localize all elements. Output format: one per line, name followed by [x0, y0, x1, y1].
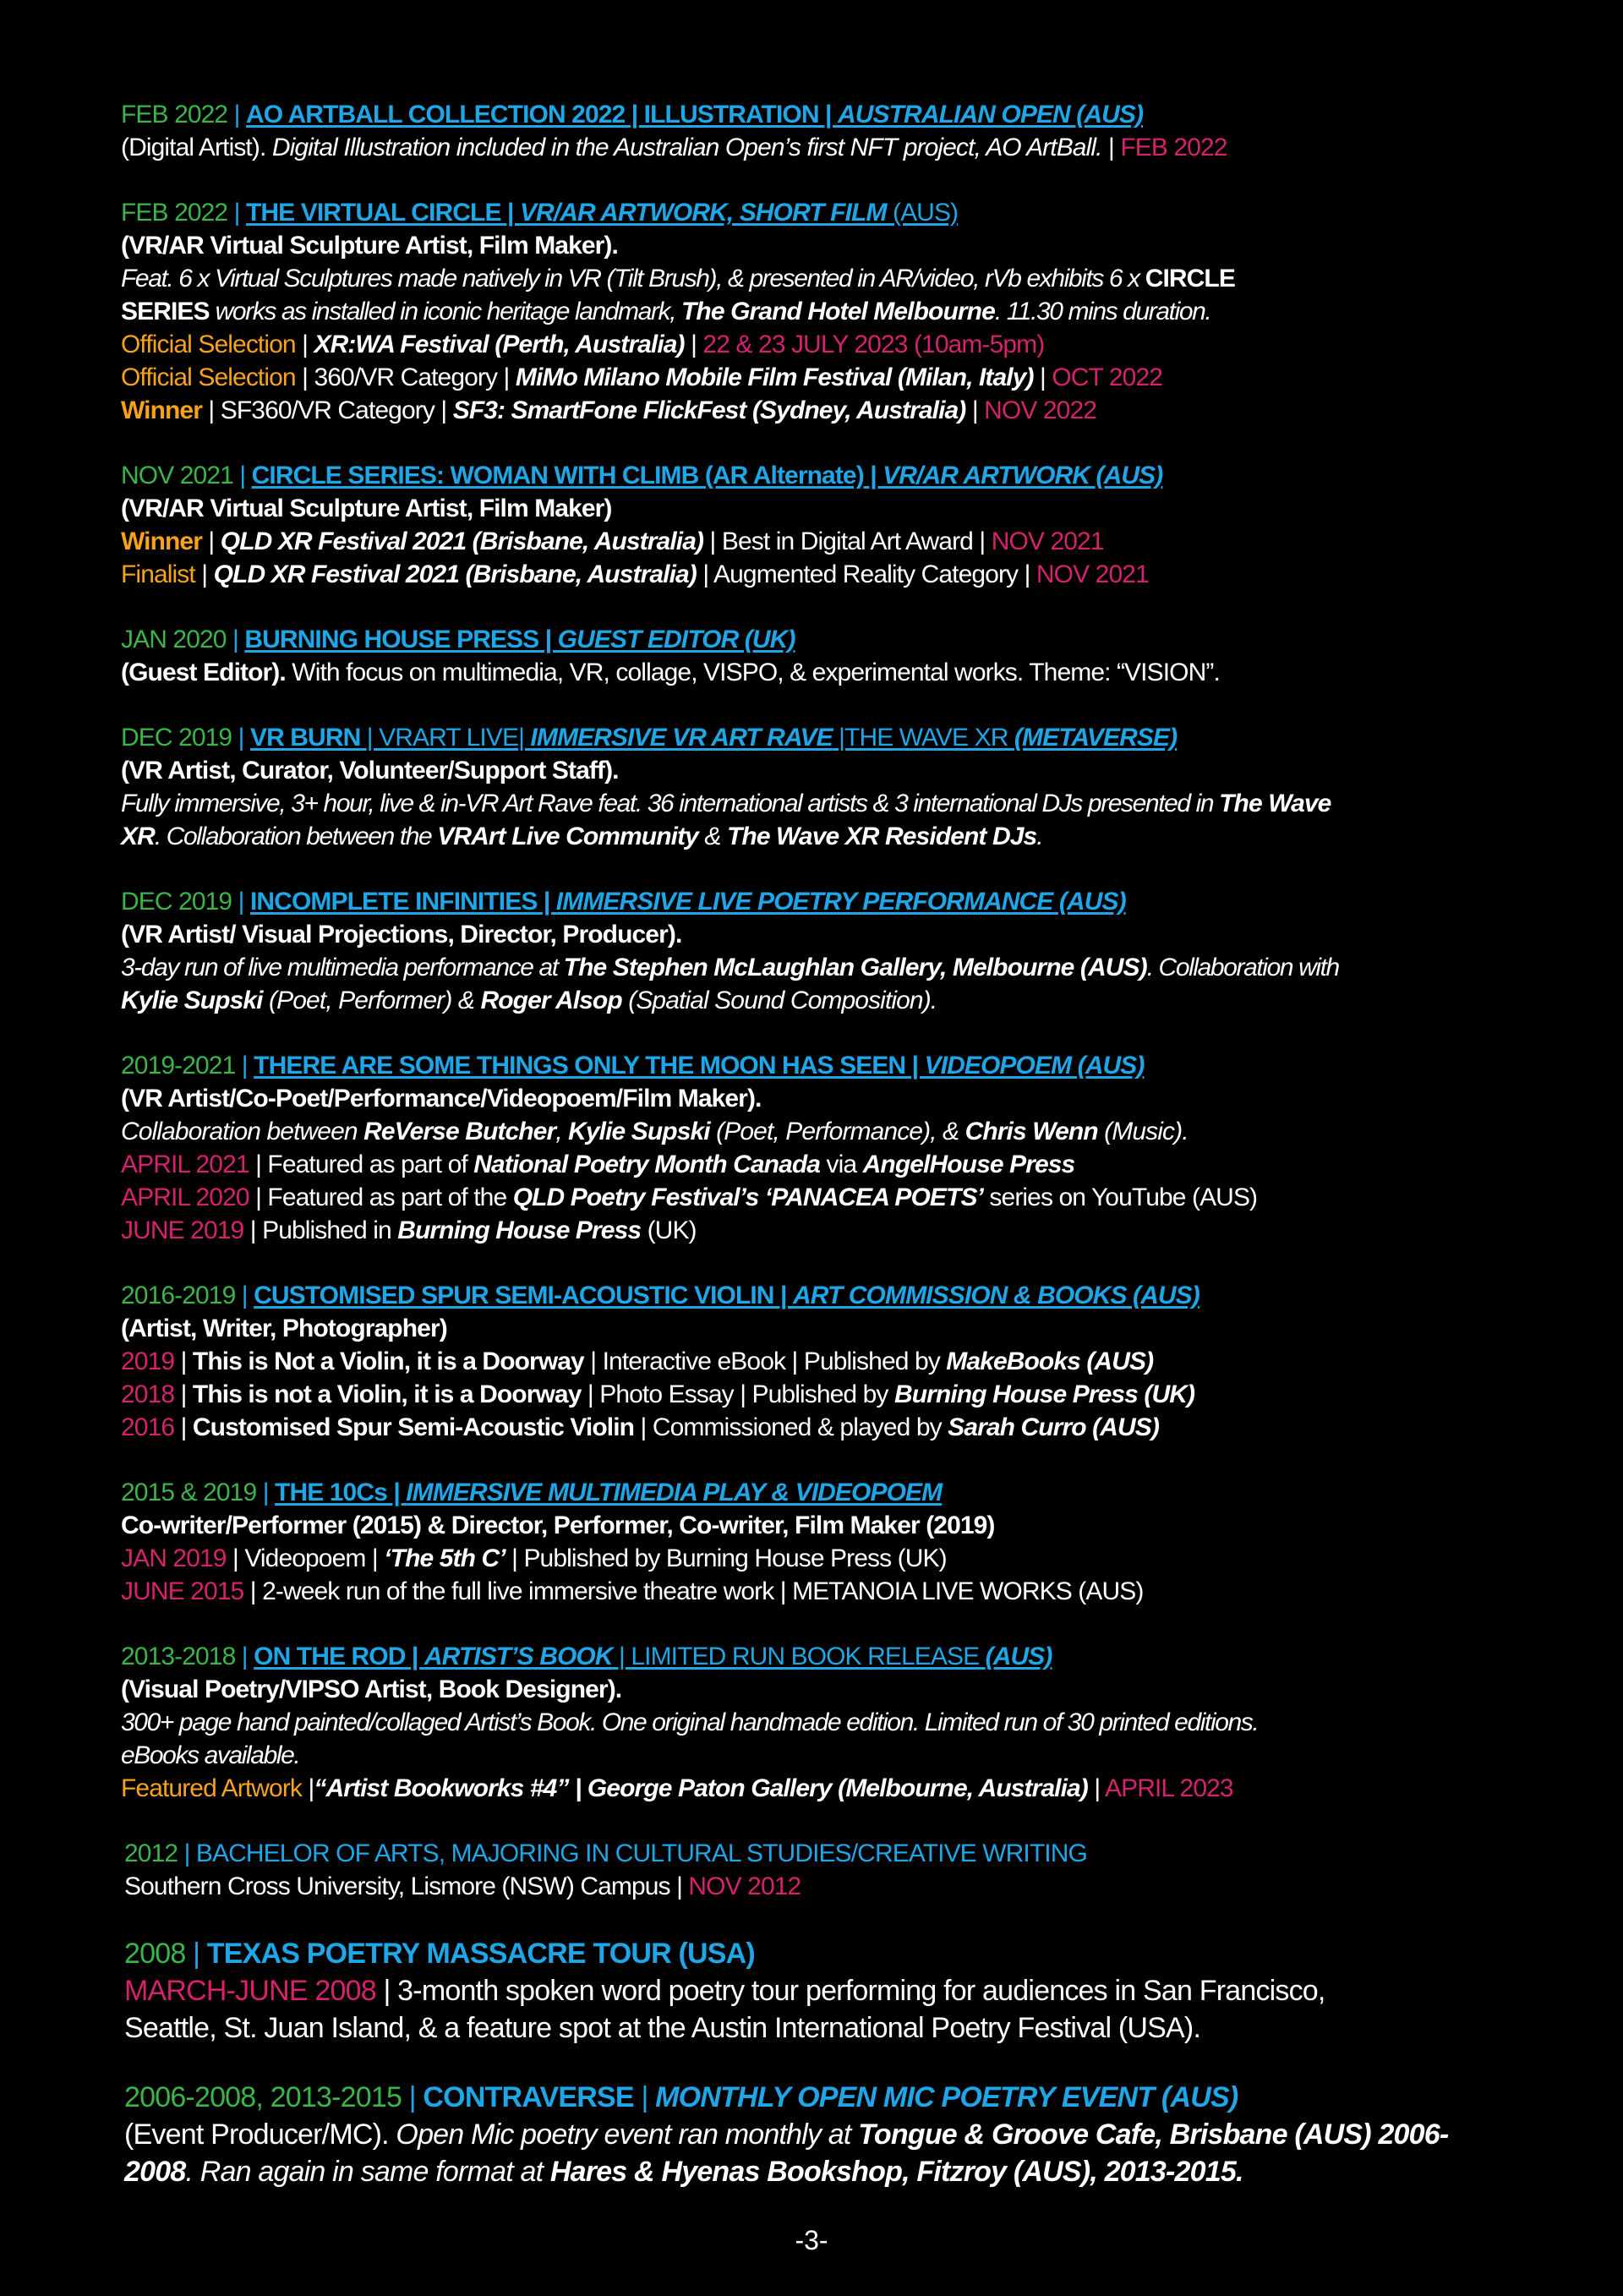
- entry-title-link[interactable]: THERE ARE SOME THINGS ONLY THE MOON HAS SEEN | VIDEOPOEM (AUS): [254, 1052, 1145, 1080]
- entry-title-link[interactable]: THE 10Cs | IMMERSIVE MULTIMEDIA PLAY & VIDEOPOEM: [275, 1479, 943, 1506]
- entry-heading: DEC 2019 | INCOMPLETE INFINITIES | IMMERSIVE LIVE POETRY PERFORMANCE (AUS): [121, 888, 1126, 916]
- entry-role: (VR Artist/ Visual Projections, Director, Producer).: [121, 921, 682, 948]
- entry-description: (Guest Editor). With focus on multimedia, VR, collage, VISPO, & experimental works. Theme: “VISION”.: [121, 659, 1220, 686]
- entry-heading: 2016-2019 | CUSTOMISED SPUR SEMI-ACOUSTIC VIOLIN | ART COMMISSION & BOOKS (AUS): [121, 1282, 1199, 1309]
- entry-contraverse: [124, 2079, 1558, 2190]
- entry-description: Collaboration between ReVerse Butcher, Kylie Supski (Poet, Performance), & Chris Wenn (Music).: [121, 1118, 1189, 1145]
- feature-line: APRIL 2020 | Featured as part of the QLD Poetry Festival’s ‘PANACEA POETS’ series on YouTube (AUS): [121, 1184, 1258, 1211]
- entry-description: MARCH-JUNE 2008 | 3-month spoken word poetry tour performing for audiences in San Francisco,: [124, 1975, 1325, 2007]
- entry-moon-videopoem: [121, 1049, 1558, 1247]
- entry-heading: 2012 | BACHELOR OF ARTS, MAJORING IN CULTURAL STUDIES/CREATIVE WRITING: [124, 1840, 1087, 1867]
- feature-line: JUNE 2015 | 2-week run of the full live immersive theatre work | METANOIA LIVE WORKS (AUS): [121, 1577, 1144, 1605]
- entry-title: TEXAS POETRY MASSACRE TOUR (USA): [206, 1938, 755, 1970]
- entry-date: DEC 2019: [121, 888, 232, 916]
- entry-description: Kylie Supski (Poet, Performer) & Roger Alsop (Spatial Sound Composition).: [121, 987, 937, 1014]
- entry-date: NOV 2021: [121, 462, 233, 489]
- entry-title-link[interactable]: THE VIRTUAL CIRCLE | VR/AR ARTWORK, SHORT FILM (AUS): [245, 199, 959, 227]
- entry-heading: 2006-2008, 2013-2015 | CONTRAVERSE | MONTHLY OPEN MIC POETRY EVENT (AUS): [124, 2081, 1238, 2113]
- entry-title-link[interactable]: CUSTOMISED SPUR SEMI-ACOUSTIC VIOLIN | ART COMMISSION & BOOKS (AUS): [254, 1282, 1199, 1309]
- entry-heading: 2013-2018 | ON THE ROD | ARTIST’S BOOK | LIMITED RUN BOOK RELEASE (AUS): [121, 1643, 1052, 1670]
- feature-line: 2016 | Customised Spur Semi-Acoustic Violin | Commissioned & played by Sarah Curro (AUS): [121, 1413, 1159, 1441]
- feature-line: 2019 | This is Not a Violin, it is a Doorway | Interactive eBook | Published by MakeBooks (AUS): [121, 1348, 1154, 1375]
- entry-date: 2019-2021: [121, 1052, 236, 1080]
- entry-description: 3-day run of live multimedia performance at The Stephen McLaughlan Gallery, Melbourne (AUS). Collaboration with: [121, 954, 1339, 981]
- entry-role: (Artist, Writer, Photographer): [121, 1315, 447, 1342]
- entry-title-link[interactable]: ON THE ROD | ARTIST’S BOOK | LIMITED RUN BOOK RELEASE (AUS): [254, 1643, 1052, 1670]
- entry-description: 300+ page hand painted/collaged Artist’s Book. One original handmade edition. Limited run of 30 printed editions.: [121, 1708, 1259, 1736]
- entry-violin: [121, 1279, 1558, 1444]
- entry-description: (Event Producer/MC). Open Mic poetry event ran monthly at Tongue & Groove Cafe, Brisbane (AUS) 2006-: [124, 2118, 1449, 2151]
- entry-vr-burn: [121, 721, 1558, 853]
- award-line: Official Selection | XR:WA Festival (Perth, Australia) | 22 & 23 JULY 2023 (10am-5pm): [121, 331, 1045, 358]
- entry-bachelor-of-arts: [124, 1837, 1558, 1903]
- entry-ao-artball: [121, 98, 1558, 164]
- entry-title-link[interactable]: INCOMPLETE INFINITIES | IMMERSIVE LIVE POETRY PERFORMANCE (AUS): [249, 888, 1126, 916]
- award-line: Featured Artwork |“Artist Bookworks #4” | George Paton Gallery (Melbourne, Australia) | APRIL 2023: [121, 1774, 1233, 1802]
- entry-role: (Visual Poetry/VIPSO Artist, Book Designer).: [121, 1676, 622, 1703]
- entry-description: Southern Cross University, Lismore (NSW) Campus | NOV 2012: [124, 1872, 801, 1900]
- entry-date: 2008: [124, 1938, 186, 1970]
- entry-burning-house-press: [121, 623, 1558, 689]
- entry-title-link[interactable]: VR BURN | VRART LIVE| IMMERSIVE VR ART RAVE |THE WAVE XR (METAVERSE): [249, 724, 1178, 752]
- entry-date: 2006-2008, 2013-2015: [124, 2081, 402, 2113]
- entry-description: Feat. 6 x Virtual Sculptures made natively in VR (Tilt Brush), & presented in AR/video, rVb exhibits 6 x CIRCLE: [121, 265, 1235, 292]
- entry-heading: 2019-2021 | THERE ARE SOME THINGS ONLY THE MOON HAS SEEN | VIDEOPOEM (AUS): [121, 1052, 1145, 1080]
- entry-role: (VR/AR Virtual Sculpture Artist, Film Maker).: [121, 232, 618, 260]
- entry-title: BACHELOR OF ARTS, MAJORING IN CULTURAL STUDIES/CREATIVE WRITING: [195, 1840, 1087, 1867]
- entry-heading: 2015 & 2019 | THE 10Cs | IMMERSIVE MULTIMEDIA PLAY & VIDEOPOEM: [121, 1479, 943, 1506]
- entry-heading: 2008 | TEXAS POETRY MASSACRE TOUR (USA): [124, 1938, 755, 1970]
- entry-heading: JAN 2020 | BURNING HOUSE PRESS | GUEST EDITOR (UK): [121, 626, 795, 653]
- award-line: Official Selection | 360/VR Category | MiMo Milano Mobile Film Festival (Milan, Italy) | OCT 2022: [121, 364, 1163, 391]
- entry-date: 2013-2018: [121, 1643, 236, 1670]
- entry-description: XR. Collaboration between the VRArt Live Community & The Wave XR Resident DJs.: [121, 823, 1043, 850]
- entry-description: 2008. Ran again in same format at Hares & Hyenas Bookshop, Fitzroy (AUS), 2013-2015.: [124, 2156, 1243, 2188]
- entry-title-link[interactable]: CIRCLE SERIES: WOMAN WITH CLIMB (AR Alternate) | VR/AR ARTWORK (AUS): [251, 462, 1163, 489]
- entry-the-10cs: [121, 1476, 1558, 1608]
- entry-end-date: FEB 2022: [1120, 134, 1227, 161]
- entry-role: (VR/AR Virtual Sculpture Artist, Film Maker): [121, 495, 612, 522]
- entry-on-the-rod: [121, 1640, 1558, 1805]
- entry-date: DEC 2019: [121, 724, 232, 752]
- feature-line: 2018 | This is not a Violin, it is a Doorway | Photo Essay | Published by Burning House Press (UK): [121, 1380, 1195, 1408]
- page-number: -3-: [795, 2225, 828, 2255]
- entry-texas-poetry-tour: [124, 1935, 1558, 2047]
- entry-heading: NOV 2021 | CIRCLE SERIES: WOMAN WITH CLIMB (AR Alternate) | VR/AR ARTWORK (AUS): [121, 462, 1163, 489]
- entry-title: CONTRAVERSE: [423, 2081, 634, 2113]
- entry-description: Seattle, St. Juan Island, & a feature spot at the Austin International Poetry Festival (USA).: [124, 2012, 1201, 2044]
- entry-role: Co-writer/Performer (2015) & Director, Performer, Co-writer, Film Maker (2019): [121, 1512, 995, 1539]
- entry-description: SERIES works as installed in iconic heritage landmark, The Grand Hotel Melbourne. 11.30 mins duration.: [121, 298, 1211, 325]
- entry-description: Fully immersive, 3+ hour, live & in-VR Art Rave feat. 36 international artists & 3 international DJs presented in The Wave: [121, 790, 1331, 817]
- entry-date: 2012: [124, 1840, 178, 1867]
- entry-circle-series: [121, 459, 1558, 591]
- entry-heading: FEB 2022 | AO ARTBALL COLLECTION 2022 | ILLUSTRATION | AUSTRALIAN OPEN (AUS): [121, 101, 1144, 128]
- entry-description: eBooks available.: [121, 1741, 300, 1769]
- cv-page: [121, 98, 1558, 2222]
- award-line: Winner | SF360/VR Category | SF3: SmartFone FlickFest (Sydney, Australia) | NOV 2022: [121, 396, 1097, 424]
- feature-line: JAN 2019 | Videopoem | ‘The 5th C’ | Published by Burning House Press (UK): [121, 1544, 947, 1572]
- entry-title-link[interactable]: BURNING HOUSE PRESS | GUEST EDITOR (UK): [244, 626, 795, 653]
- award-line: Finalist | QLD XR Festival 2021 (Brisbane, Australia) | Augmented Reality Category | NOV 2021: [121, 560, 1149, 588]
- entry-role: (VR Artist, Curator, Volunteer/Support Staff).: [121, 757, 619, 784]
- entry-incomplete-infinities: [121, 885, 1558, 1017]
- entry-virtual-circle: [121, 196, 1558, 427]
- feature-line: APRIL 2021 | Featured as part of National Poetry Month Canada via AngelHouse Press: [121, 1151, 1075, 1178]
- entry-description: (Digital Artist). Digital Illustration included in the Australian Open’s first NFT project, AO ArtBall. | FEB 2022: [121, 134, 1227, 161]
- entry-date: 2016-2019: [121, 1282, 236, 1309]
- entry-date: FEB 2022: [121, 101, 228, 128]
- feature-line: JUNE 2019 | Published in Burning House Press (UK): [121, 1216, 697, 1244]
- entry-date: 2015 & 2019: [121, 1479, 257, 1506]
- award-line: Winner | QLD XR Festival 2021 (Brisbane, Australia) | Best in Digital Art Award | NOV 2021: [121, 528, 1104, 555]
- entry-date: JAN 2020: [121, 626, 227, 653]
- entry-title-link[interactable]: AO ARTBALL COLLECTION 2022 | ILLUSTRATION | AUSTRALIAN OPEN (AUS): [245, 101, 1144, 128]
- entry-heading: FEB 2022 | THE VIRTUAL CIRCLE | VR/AR ARTWORK, SHORT FILM (AUS): [121, 199, 959, 227]
- entry-heading: DEC 2019 | VR BURN | VRART LIVE| IMMERSIVE VR ART RAVE |THE WAVE XR (METAVERSE): [121, 724, 1178, 752]
- entry-role: (VR Artist/Co-Poet/Performance/Videopoem/Film Maker).: [121, 1085, 762, 1112]
- entry-date: FEB 2022: [121, 199, 228, 227]
